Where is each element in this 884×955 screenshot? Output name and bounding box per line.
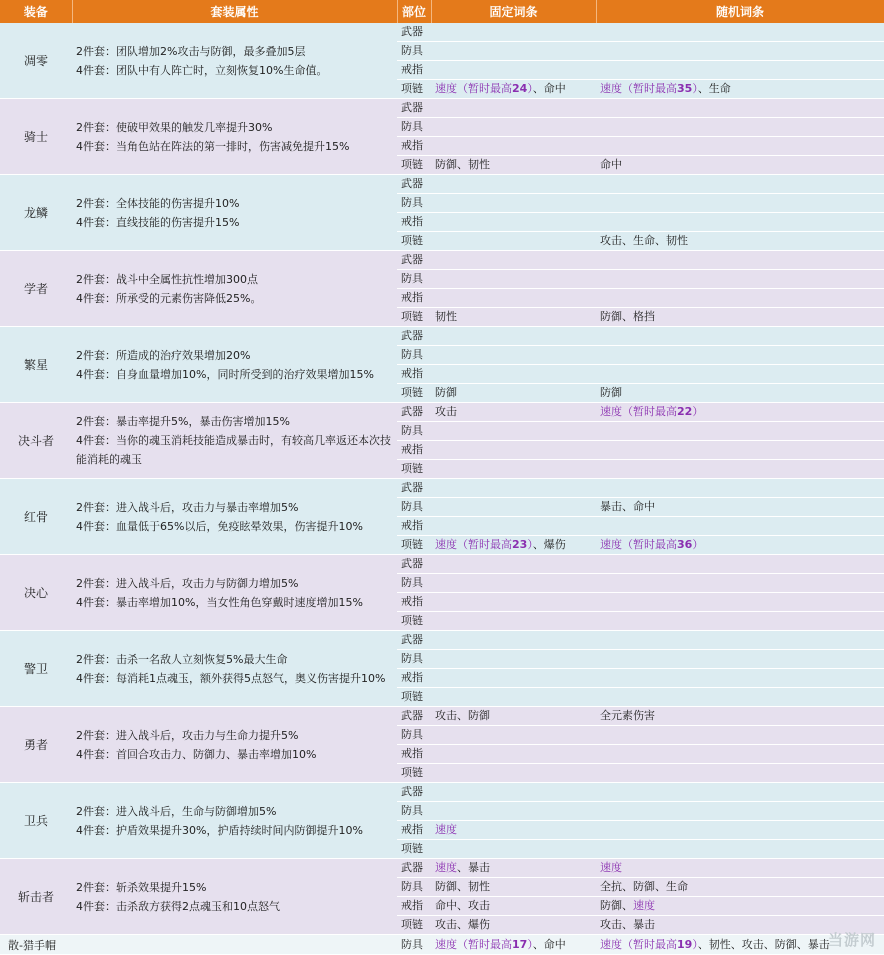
set-name: 繁星: [0, 327, 72, 403]
random-stat-cell: [596, 194, 884, 213]
fixed-stat-cell: [431, 251, 596, 270]
random-stat-cell: 速度（暂时最高35）、生命: [596, 80, 884, 99]
fixed-stat-cell: 韧性: [431, 308, 596, 327]
site-watermark: 当游网: [827, 931, 876, 949]
speed-highlight: 速度: [633, 899, 655, 912]
random-stat-cell: [596, 764, 884, 783]
slot-cell: 项链: [397, 612, 431, 631]
fixed-stat-cell: [431, 593, 596, 612]
header-set-attr: 套装属性: [72, 0, 397, 23]
fixed-stat-cell: [431, 194, 596, 213]
fixed-stat-cell: [431, 574, 596, 593]
fixed-stat-cell: [431, 498, 596, 517]
random-stat-cell: [596, 840, 884, 859]
set-attribute-line: 4件套：直线技能的伤害提升15%: [76, 215, 240, 229]
fixed-stat-cell: [431, 669, 596, 688]
fixed-stat-cell: [431, 42, 596, 61]
random-stat-cell: [596, 441, 884, 460]
fixed-stat-cell: 防御、韧性: [431, 878, 596, 897]
random-stat-cell: [596, 403, 884, 422]
fixed-stat-cell: [431, 175, 596, 194]
random-stat-cell: [596, 802, 884, 821]
slot-cell: 戒指: [397, 137, 431, 156]
set-attribute-line: 4件套：当你的魂玉消耗技能造成暴击时，有较高几率返还本次技能消耗的魂玉: [76, 434, 391, 466]
random-stat-cell: [596, 555, 884, 574]
set-name: 凋零: [0, 23, 72, 99]
item-name: 散-猎手帽: [0, 935, 397, 955]
slot-cell: 项链: [397, 460, 431, 479]
speed-max-value: 17: [512, 937, 528, 951]
random-stat-cell: [596, 517, 884, 536]
table-row: [0, 175, 884, 194]
slot-cell: 戒指: [397, 593, 431, 612]
fixed-stat-cell: [431, 517, 596, 536]
speed-highlight: 速度（暂时最高19）: [600, 937, 698, 951]
set-attributes: [72, 783, 397, 859]
slot-cell: 项链: [397, 384, 431, 403]
set-attribute-line: 2件套：进入战斗后，攻击力与生命力提升5%: [76, 728, 299, 742]
slot-cell: 武器: [397, 403, 431, 422]
slot-cell: 武器: [397, 99, 431, 118]
set-attribute-line: 2件套：团队增加2%攻击与防御，最多叠加5层: [76, 44, 306, 58]
slot-cell: 武器: [397, 783, 431, 802]
slot-cell: 武器: [397, 859, 431, 878]
random-stat-cell: [596, 612, 884, 631]
table-body: [0, 23, 884, 955]
table-row: [0, 631, 884, 650]
random-stat-cell: [596, 593, 884, 612]
fixed-stat-cell: [431, 327, 596, 346]
random-stat-cell: [596, 783, 884, 802]
fixed-stat-cell: [431, 99, 596, 118]
fixed-stat-cell: [431, 764, 596, 783]
set-attribute-line: 2件套：使破甲效果的触发几率提升30%: [76, 120, 273, 134]
slot-cell: 武器: [397, 555, 431, 574]
fixed-stat-cell: [431, 650, 596, 669]
fixed-stat-cell: [431, 460, 596, 479]
table-header-row: [0, 0, 884, 23]
random-stat-cell: 命中: [596, 156, 884, 175]
set-name: 龙鳞: [0, 175, 72, 251]
set-name: 红骨: [0, 479, 72, 555]
set-attributes: [72, 251, 397, 327]
set-attribute-line: 2件套：进入战斗后，攻击力与防御力增加5%: [76, 576, 299, 590]
slot-cell: 防具: [397, 270, 431, 289]
slot-cell: 项链: [397, 688, 431, 707]
slot-cell: 防具: [397, 574, 431, 593]
set-attribute-line: 4件套：当角色站在阵法的第一排时，伤害减免提升15%: [76, 139, 350, 153]
header-equip: 装备: [0, 0, 72, 23]
slot-cell: 防具: [397, 422, 431, 441]
speed-highlight: 速度（暂时最高17）: [435, 937, 533, 951]
fixed-stat-cell: [431, 365, 596, 384]
slot-cell: 武器: [397, 23, 431, 42]
fixed-stat-cell: [431, 631, 596, 650]
random-stat-cell: [596, 327, 884, 346]
slot-cell: 防具: [397, 726, 431, 745]
slot-cell: 项链: [397, 840, 431, 859]
slot-cell: 防具: [397, 346, 431, 365]
set-attribute-line: 4件套：每消耗1点魂玉，额外获得5点怒气，奥义伤害提升10%: [76, 671, 386, 685]
fixed-stat-cell: 攻击: [431, 403, 596, 422]
slot-cell: 戒指: [397, 517, 431, 536]
random-stat-cell: [596, 726, 884, 745]
fixed-stat-cell: [431, 688, 596, 707]
random-stat-cell: [596, 61, 884, 80]
table-row: [0, 479, 884, 498]
set-attribute-line: 4件套：团队中有人阵亡时，立刻恢复10%生命值。: [76, 63, 328, 77]
random-stat-cell: [596, 23, 884, 42]
fixed-stat-cell: [431, 612, 596, 631]
random-stat-cell: [596, 99, 884, 118]
set-attribute-line: 4件套：击杀敌方获得2点魂玉和10点怒气: [76, 899, 280, 913]
table-row: [0, 23, 884, 42]
set-attributes: [72, 23, 397, 99]
set-attribute-line: 4件套：血量低于65%以后，免疫眩晕效果，伤害提升10%: [76, 519, 363, 533]
header-slot: 部位: [397, 0, 431, 23]
set-attributes: [72, 555, 397, 631]
fixed-stat-cell: [431, 270, 596, 289]
fixed-stat-cell: [431, 840, 596, 859]
slot-cell: 戒指: [397, 441, 431, 460]
set-attribute-line: 4件套：护盾效果提升30%，护盾持续时间内防御提升10%: [76, 823, 363, 837]
set-name: 斩击者: [0, 859, 72, 935]
fixed-stat-cell: [431, 821, 596, 840]
fixed-stat-cell: [431, 441, 596, 460]
random-stat-cell: [596, 289, 884, 308]
random-stat-cell: 防御、速度: [596, 897, 884, 916]
set-attributes: [72, 403, 397, 479]
fixed-stat-cell: 速度（暂时最高24）、命中: [431, 80, 596, 99]
fixed-stat-cell: 速度（暂时最高17）、命中: [431, 935, 596, 955]
fixed-stat-cell: 攻击、爆伤: [431, 916, 596, 935]
slot-cell: 防具: [397, 498, 431, 517]
set-attributes: [72, 631, 397, 707]
speed-highlight: 速度（暂时最高24）: [435, 82, 533, 95]
set-name: 学者: [0, 251, 72, 327]
fixed-stat-cell: [431, 726, 596, 745]
table-row: [0, 707, 884, 726]
random-stat-cell: [596, 365, 884, 384]
random-stat-cell: [596, 669, 884, 688]
slot-cell: 防具: [397, 194, 431, 213]
slot-cell: 武器: [397, 327, 431, 346]
random-stat-cell: [596, 118, 884, 137]
set-attribute-line: 2件套：进入战斗后，生命与防御增加5%: [76, 804, 277, 818]
slot-cell: 项链: [397, 536, 431, 555]
slot-cell: 戒指: [397, 669, 431, 688]
random-stat-cell: [596, 42, 884, 61]
set-attribute-line: 4件套：首回合攻击力、防御力、暴击率增加10%: [76, 747, 317, 761]
random-stat-cell: 防御、格挡: [596, 308, 884, 327]
fixed-stat-cell: [431, 745, 596, 764]
random-stat-cell: 全抗、防御、生命: [596, 878, 884, 897]
fixed-stat-cell: [431, 783, 596, 802]
slot-cell: 项链: [397, 764, 431, 783]
random-stat-cell: [596, 251, 884, 270]
speed-max-value: 35: [677, 82, 693, 95]
fixed-stat-cell: [431, 479, 596, 498]
slot-cell: 武器: [397, 631, 431, 650]
slot-cell: 武器: [397, 479, 431, 498]
slot-cell: 防具: [397, 118, 431, 137]
fixed-stat-cell: [431, 555, 596, 574]
random-stat-cell: [596, 137, 884, 156]
set-attribute-line: 4件套：自身血量增加10%，同时所受到的治疗效果增加15%: [76, 367, 374, 381]
slot-cell: 戒指: [397, 365, 431, 384]
random-stat-cell: [596, 175, 884, 194]
set-attributes: [72, 707, 397, 783]
slot-cell: 武器: [397, 175, 431, 194]
slot-cell: 武器: [397, 707, 431, 726]
set-attribute-line: 2件套：击杀一名敌人立刻恢复5%最大生命: [76, 652, 288, 666]
random-stat-cell: [596, 270, 884, 289]
random-stat-cell: [596, 859, 884, 878]
set-attribute-line: 2件套：暴击率提升5%，暴击伤害增加15%: [76, 415, 290, 428]
speed-highlight: 速度: [600, 861, 622, 874]
random-stat-cell: 全元素伤害: [596, 707, 884, 726]
slot-cell: 防具: [397, 935, 431, 955]
random-stat-cell: [596, 479, 884, 498]
set-attribute-line: 2件套：全体技能的伤害提升10%: [76, 196, 240, 210]
fixed-stat-cell: 命中、攻击: [431, 897, 596, 916]
fixed-stat-cell: [431, 213, 596, 232]
set-attributes: [72, 479, 397, 555]
set-name: 卫兵: [0, 783, 72, 859]
slot-cell: 戒指: [397, 213, 431, 232]
random-stat-cell: [596, 422, 884, 441]
table-row: [0, 403, 884, 422]
slot-cell: 防具: [397, 42, 431, 61]
speed-max-value: 22: [677, 405, 693, 418]
slot-cell: 戒指: [397, 821, 431, 840]
fixed-stat-cell: [431, 61, 596, 80]
random-stat-cell: [596, 745, 884, 764]
set-attributes: [72, 327, 397, 403]
set-name: 勇者: [0, 707, 72, 783]
slot-cell: 防具: [397, 802, 431, 821]
fixed-stat-cell: [431, 118, 596, 137]
set-attributes: [72, 859, 397, 935]
set-name: 决心: [0, 555, 72, 631]
fixed-stat-cell: [431, 137, 596, 156]
random-stat-cell: 速度（暂时最高19）、韧性、攻击、防御、暴击: [596, 935, 884, 955]
set-name: 警卫: [0, 631, 72, 707]
fixed-stat-cell: 速度、暴击: [431, 859, 596, 878]
slot-cell: 戒指: [397, 745, 431, 764]
fixed-stat-cell: [431, 232, 596, 251]
slot-cell: 戒指: [397, 289, 431, 308]
random-stat-cell: 攻击、生命、韧性: [596, 232, 884, 251]
slot-cell: 戒指: [397, 897, 431, 916]
slot-cell: 武器: [397, 251, 431, 270]
fixed-stat-cell: [431, 422, 596, 441]
fixed-stat-cell: [431, 23, 596, 42]
random-stat-cell: [596, 460, 884, 479]
random-stat-cell: [596, 536, 884, 555]
table-row: [0, 99, 884, 118]
speed-max-value: 23: [512, 538, 528, 551]
speed-highlight: 速度（暂时最高35）: [600, 82, 698, 95]
set-attribute-line: 2件套：所造成的治疗效果增加20%: [76, 348, 251, 362]
slot-cell: 防具: [397, 650, 431, 669]
random-stat-cell: [596, 346, 884, 365]
set-attributes: [72, 175, 397, 251]
random-stat-cell: 防御: [596, 384, 884, 403]
fixed-stat-cell: 防御、韧性: [431, 156, 596, 175]
slot-cell: 戒指: [397, 61, 431, 80]
set-name: 骑士: [0, 99, 72, 175]
random-stat-cell: [596, 631, 884, 650]
slot-cell: 项链: [397, 308, 431, 327]
table-row: [0, 555, 884, 574]
slot-cell: 项链: [397, 232, 431, 251]
fixed-stat-cell: [431, 802, 596, 821]
slot-cell: 项链: [397, 916, 431, 935]
table-row-single-item: [0, 935, 884, 955]
speed-highlight: 速度: [435, 861, 457, 874]
random-stat-cell: 攻击、暴击: [596, 916, 884, 935]
set-attribute-line: 4件套：所承受的元素伤害降低25%。: [76, 291, 262, 305]
fixed-stat-cell: 速度（暂时最高23）、爆伤: [431, 536, 596, 555]
speed-highlight: 速度（暂时最高36）: [600, 538, 704, 551]
slot-cell: 项链: [397, 156, 431, 175]
set-attribute-line: 2件套：进入战斗后，攻击力与暴击率增加5%: [76, 500, 299, 514]
set-name: 决斗者: [0, 403, 72, 479]
set-attribute-line: 2件套：斩杀效果提升15%: [76, 880, 207, 894]
random-stat-cell: [596, 688, 884, 707]
random-stat-cell: [596, 650, 884, 669]
set-attribute-line: 2件套：战斗中全属性抗性增加300点: [76, 272, 258, 286]
fixed-stat-cell: [431, 346, 596, 365]
speed-max-value: 24: [512, 82, 528, 95]
fixed-stat-cell: [431, 289, 596, 308]
set-attribute-line: 4件套：暴击率增加10%，当女性角色穿戴时速度增加15%: [76, 595, 363, 609]
speed-highlight: 速度（暂时最高23）: [435, 538, 533, 551]
slot-cell: 项链: [397, 80, 431, 99]
header-fixed: 固定词条: [431, 0, 596, 23]
table-row: [0, 327, 884, 346]
table-row: [0, 859, 884, 878]
speed-max-value: 19: [677, 937, 693, 951]
speed-highlight: 速度（暂时最高22）: [600, 405, 704, 418]
speed-max-value: 36: [677, 538, 693, 551]
table-row: [0, 783, 884, 802]
random-stat-cell: [596, 574, 884, 593]
random-stat-cell: [596, 213, 884, 232]
random-stat-cell: [596, 821, 884, 840]
header-random: 随机词条: [596, 0, 884, 23]
slot-cell: 防具: [397, 878, 431, 897]
fixed-stat-cell: 攻击、防御: [431, 707, 596, 726]
fixed-stat-cell: 防御: [431, 384, 596, 403]
random-stat-cell: 暴击、命中: [596, 498, 884, 517]
table-row: [0, 251, 884, 270]
set-attributes: [72, 99, 397, 175]
speed-highlight: 速度: [435, 823, 457, 836]
